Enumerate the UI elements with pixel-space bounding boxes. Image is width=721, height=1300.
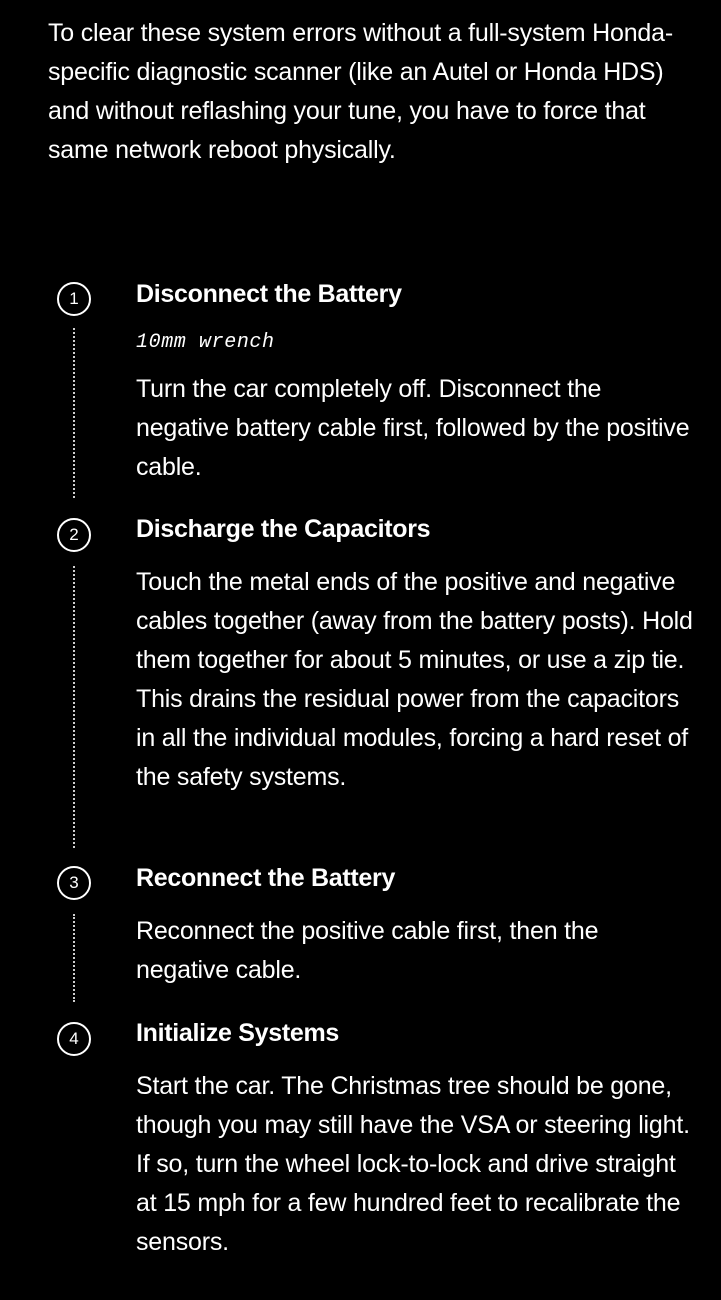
step-number-badge: 2 bbox=[57, 518, 91, 552]
step-title: Reconnect the Battery bbox=[136, 864, 396, 892]
step-title: Initialize Systems bbox=[136, 1019, 340, 1047]
step-title: Discharge the Capacitors bbox=[136, 515, 431, 543]
step-number-badge: 3 bbox=[57, 866, 91, 900]
step-description: Start the car. The Christmas tree should be gone, though you may still have the VSA or steering light. If so, turn the wheel lock-to-lock and drive straight at 15 mph for a few hundred feet to recalibrate the sensors. bbox=[136, 1072, 690, 1256]
step-description: Reconnect the positive cable first, then the negative cable. bbox=[136, 917, 599, 984]
step-description: Touch the metal ends of the positive and negative cables together (away from the battery posts). Hold them together for about 5 minutes, or use a zip tie. This drains the residual power from the capacitors in all the individual modules, forcing a hard reset of the safety systems. bbox=[136, 568, 693, 791]
step-connector-line bbox=[73, 914, 75, 1002]
step-number-badge: 4 bbox=[57, 1022, 91, 1056]
step-tool: 10mm wrench bbox=[136, 331, 275, 354]
step-connector-line bbox=[73, 328, 75, 498]
step-number-badge: 1 bbox=[57, 282, 91, 316]
step-title: Disconnect the Battery bbox=[136, 280, 402, 308]
step-description: Turn the car completely off. Disconnect the negative battery cable first, followed by the positive cable. bbox=[136, 375, 690, 481]
intro-paragraph: To clear these system errors without a full-system Honda-specific diagnostic scanner (like an Autel or Honda HDS) and without reflashing your tune, you have to force that same network reboot physically. bbox=[48, 19, 673, 164]
step-connector-line bbox=[73, 566, 75, 848]
